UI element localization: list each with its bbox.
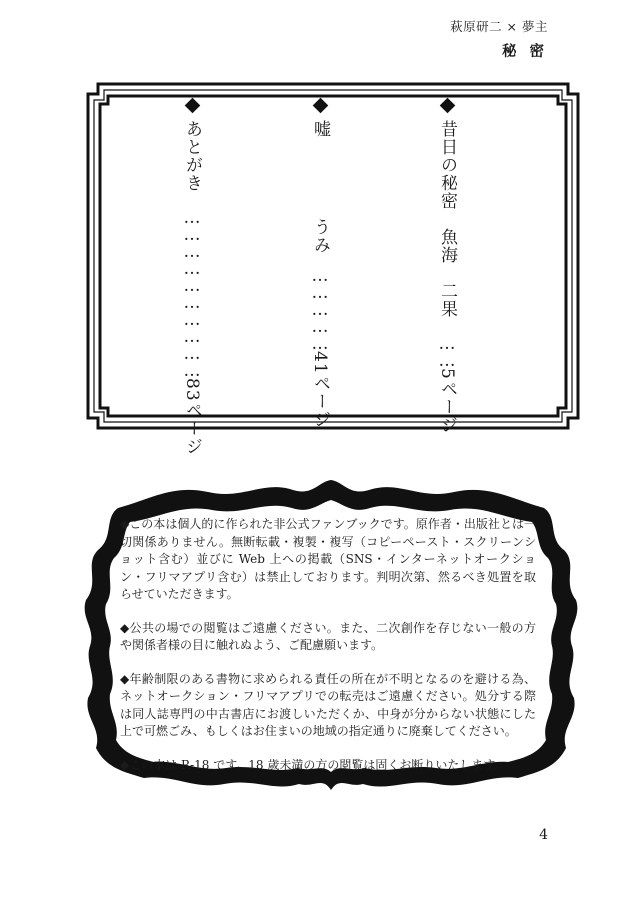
toc-entry-title: あとがき (182, 120, 202, 192)
pairing-label: 萩原研二 × 夢主 (450, 19, 548, 34)
book-title: 秘 密 (501, 43, 548, 60)
toc-entry-3 (183, 120, 200, 456)
toc-entry-page: 5ページ (437, 368, 457, 434)
notice-paragraph: ◆公共の場での閲覧はご遠慮ください。また、二次創作を存じない一般の方や関係者様の目に触れぬよう、ご配慮願います。 (120, 620, 536, 652)
toc-frame (84, 80, 582, 432)
toc-entry-page: 41ページ (310, 351, 330, 429)
toc-entry-dots: …… (437, 334, 457, 368)
toc-entry-title: 昔日の秘密 (437, 120, 457, 210)
notice-paragraph: ◆年齢制限のある書物に求められる責任の所在が不明となるのを避ける為、ネットオークション・フリマアプリでの転売はご遠慮ください。処分する際は同人誌専門の中古書店にお渡しいただくか、中身が分からない状態にした上で可燃ごみ、もしくはお住まいの地域の指定通りに廃棄してください。 (120, 671, 536, 738)
toc-entry-page: 83ページ (182, 378, 202, 456)
toc-entry-title: 嘘 (310, 120, 330, 138)
page-number: 4 (539, 827, 548, 843)
toc-entry-2 (311, 120, 328, 429)
toc-entry-dots: ………………………… (182, 208, 202, 378)
toc-entry-author: うみ (310, 218, 330, 254)
notice-paragraph: ◆この本は R-18 です。18 歳未満の方の閲覧は固くお断りいたします。 (120, 757, 507, 772)
notice-text (120, 516, 536, 790)
toc-entry-author: 魚海 二果 (437, 228, 457, 318)
toc-entry-dots: …………… (310, 266, 330, 351)
toc-entry-1 (438, 120, 455, 434)
notice-paragraph: ◆この本は個人的に作られた非公式ファンブックです。原作者・出版社とは一切関係ありません。無断転載・複製・複写（コピーペースト・スクリーンショット含む）並びに Web 上への掲載（SNS・インターネットオークション・フリマアプリ含む）は禁止しております。判明次第、然るべき処置を取らせていただきます。 (120, 517, 536, 601)
